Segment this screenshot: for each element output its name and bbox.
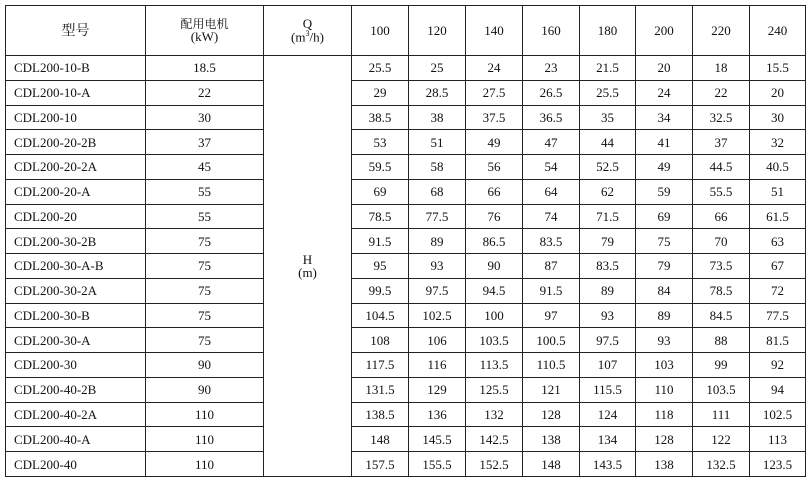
- head-value-cell: 34: [636, 105, 693, 130]
- model-cell: CDL200-40-A: [6, 427, 146, 452]
- head-value-cell: 73.5: [693, 254, 750, 279]
- head-value-cell: 59.5: [352, 155, 409, 180]
- head-value-cell: 29: [352, 80, 409, 105]
- power-cell: 37: [146, 130, 264, 155]
- table-row: [6, 452, 806, 477]
- head-value-cell: 125.5: [466, 377, 523, 402]
- head-value-cell: 24: [636, 80, 693, 105]
- head-value-cell: 20: [750, 80, 806, 105]
- head-value-cell: 66: [466, 179, 523, 204]
- flow-header-unit: [264, 30, 351, 43]
- head-value-cell: 91.5: [523, 278, 580, 303]
- head-value-cell: 157.5: [352, 452, 409, 477]
- model-cell: CDL200-30-2A: [6, 278, 146, 303]
- power-cell: 110: [146, 427, 264, 452]
- model-cell: CDL200-40: [6, 452, 146, 477]
- head-value-cell: 93: [409, 254, 466, 279]
- table-row: [6, 56, 806, 81]
- head-value-cell: 106: [409, 328, 466, 353]
- flow-col-header: 120: [409, 6, 466, 56]
- model-cell: CDL200-10: [6, 105, 146, 130]
- power-cell: 22: [146, 80, 264, 105]
- table-row: [6, 303, 806, 328]
- head-value-cell: 134: [580, 427, 636, 452]
- table-row: [6, 179, 806, 204]
- head-value-cell: 27.5: [466, 80, 523, 105]
- table-row: [6, 377, 806, 402]
- head-value-cell: 71.5: [580, 204, 636, 229]
- power-cell: 75: [146, 328, 264, 353]
- head-value-cell: 68: [409, 179, 466, 204]
- head-value-cell: 83.5: [523, 229, 580, 254]
- head-value-cell: 110.5: [523, 353, 580, 378]
- table-row: [6, 254, 806, 279]
- table-row: [6, 353, 806, 378]
- power-cell: 110: [146, 402, 264, 427]
- head-value-cell: 95: [352, 254, 409, 279]
- head-value-cell: 40.5: [750, 155, 806, 180]
- table-row: [6, 105, 806, 130]
- model-cell: CDL200-20: [6, 204, 146, 229]
- head-value-cell: 128: [523, 402, 580, 427]
- head-value-cell: 41: [636, 130, 693, 155]
- head-value-cell: 77.5: [409, 204, 466, 229]
- head-value-cell: 97.5: [580, 328, 636, 353]
- head-value-cell: 103.5: [693, 377, 750, 402]
- head-value-cell: 86.5: [466, 229, 523, 254]
- head-value-cell: 38.5: [352, 105, 409, 130]
- head-value-cell: 36.5: [523, 105, 580, 130]
- head-value-cell: 24: [466, 56, 523, 81]
- power-cell: 55: [146, 204, 264, 229]
- model-cell: CDL200-20-2A: [6, 155, 146, 180]
- flow-col-header: 220: [693, 6, 750, 56]
- head-value-cell: 26.5: [523, 80, 580, 105]
- head-value-cell: 84: [636, 278, 693, 303]
- head-value-cell: 28.5: [409, 80, 466, 105]
- motor-header-unit: (kW): [190, 29, 219, 44]
- head-value-cell: 97.5: [409, 278, 466, 303]
- head-value-cell: 88: [693, 328, 750, 353]
- head-value-cell: 129: [409, 377, 466, 402]
- model-cell: CDL200-30-B: [6, 303, 146, 328]
- head-value-cell: 118: [636, 402, 693, 427]
- head-value-cell: 15.5: [750, 56, 806, 81]
- head-value-cell: 69: [636, 204, 693, 229]
- head-value-cell: 53: [352, 130, 409, 155]
- model-cell: CDL200-20-A: [6, 179, 146, 204]
- flow-header: [264, 6, 352, 56]
- head-value-cell: 87: [523, 254, 580, 279]
- head-value-cell: 25.5: [580, 80, 636, 105]
- head-value-cell: 44: [580, 130, 636, 155]
- model-cell: CDL200-30: [6, 353, 146, 378]
- head-value-cell: 94.5: [466, 278, 523, 303]
- table-row: [6, 328, 806, 353]
- head-value-cell: 111: [693, 402, 750, 427]
- head-value-cell: 32: [750, 130, 806, 155]
- power-cell: 90: [146, 353, 264, 378]
- table-row: [6, 155, 806, 180]
- head-value-cell: 54: [523, 155, 580, 180]
- head-value-cell: 89: [409, 229, 466, 254]
- head-value-cell: 108: [352, 328, 409, 353]
- head-value-cell: 99: [693, 353, 750, 378]
- model-cell: CDL200-30-2B: [6, 229, 146, 254]
- flow-header-label: Q: [302, 16, 313, 32]
- model-cell: CDL200-30-A-B: [6, 254, 146, 279]
- model-cell: CDL200-40-2A: [6, 402, 146, 427]
- head-value-cell: 58: [409, 155, 466, 180]
- head-value-cell: 81.5: [750, 328, 806, 353]
- head-value-cell: 35: [580, 105, 636, 130]
- head-value-cell: 61.5: [750, 204, 806, 229]
- table-row: [6, 229, 806, 254]
- head-value-cell: 103: [636, 353, 693, 378]
- head-value-cell: 116: [409, 353, 466, 378]
- head-value-cell: 25: [409, 56, 466, 81]
- head-value-cell: 56: [466, 155, 523, 180]
- head-value-cell: 113: [750, 427, 806, 452]
- head-value-cell: 89: [580, 278, 636, 303]
- head-value-cell: 155.5: [409, 452, 466, 477]
- head-value-cell: 103.5: [466, 328, 523, 353]
- pump-performance-table: [5, 5, 806, 477]
- head-unit: (m): [298, 265, 317, 280]
- head-value-cell: 90: [466, 254, 523, 279]
- head-value-cell: 104.5: [352, 303, 409, 328]
- head-value-cell: 22: [693, 80, 750, 105]
- head-value-cell: 102.5: [409, 303, 466, 328]
- power-cell: 75: [146, 303, 264, 328]
- model-cell: CDL200-10-B: [6, 56, 146, 81]
- head-value-cell: 113.5: [466, 353, 523, 378]
- head-value-cell: 49: [466, 130, 523, 155]
- head-value-cell: 66: [693, 204, 750, 229]
- head-value-cell: 89: [636, 303, 693, 328]
- head-value-cell: 107: [580, 353, 636, 378]
- head-value-cell: 152.5: [466, 452, 523, 477]
- head-value-cell: 100.5: [523, 328, 580, 353]
- head-value-cell: 49: [636, 155, 693, 180]
- flow-col-header: 200: [636, 6, 693, 56]
- head-value-cell: 121: [523, 377, 580, 402]
- power-cell: 30: [146, 105, 264, 130]
- head-value-cell: 102.5: [750, 402, 806, 427]
- head-value-cell: 92: [750, 353, 806, 378]
- head-value-cell: 23: [523, 56, 580, 81]
- power-cell: 75: [146, 278, 264, 303]
- head-value-cell: 83.5: [580, 254, 636, 279]
- head-value-cell: 132.5: [693, 452, 750, 477]
- head-value-cell: 79: [636, 254, 693, 279]
- model-cell: CDL200-10-A: [6, 80, 146, 105]
- head-value-cell: 93: [636, 328, 693, 353]
- flow-unit-sup: 3: [305, 29, 310, 39]
- flow-col-header: 140: [466, 6, 523, 56]
- head-value-cell: 44.5: [693, 155, 750, 180]
- head-value-cell: 132: [466, 402, 523, 427]
- head-value-cell: 142.5: [466, 427, 523, 452]
- head-value-cell: 67: [750, 254, 806, 279]
- head-value-cell: 62: [580, 179, 636, 204]
- head-value-cell: 51: [750, 179, 806, 204]
- head-value-cell: 97: [523, 303, 580, 328]
- head-value-cell: 138.5: [352, 402, 409, 427]
- head-value-cell: 77.5: [750, 303, 806, 328]
- flow-col-header: 160: [523, 6, 580, 56]
- head-value-cell: 91.5: [352, 229, 409, 254]
- head-value-cell: 38: [409, 105, 466, 130]
- head-value-cell: 59: [636, 179, 693, 204]
- head-label: H: [302, 252, 313, 267]
- head-value-cell: 79: [580, 229, 636, 254]
- table-row: [6, 204, 806, 229]
- head-value-cell: 76: [466, 204, 523, 229]
- head-value-cell: 72: [750, 278, 806, 303]
- table-row: [6, 402, 806, 427]
- head-value-cell: 69: [352, 179, 409, 204]
- head-value-cell: 18: [693, 56, 750, 81]
- head-value-cell: 30: [750, 105, 806, 130]
- head-value-cell: 115.5: [580, 377, 636, 402]
- table-body: [6, 56, 806, 477]
- model-cell: CDL200-30-A: [6, 328, 146, 353]
- flow-col-header: 180: [580, 6, 636, 56]
- table-row: [6, 427, 806, 452]
- power-cell: 90: [146, 377, 264, 402]
- head-value-cell: 47: [523, 130, 580, 155]
- head-value-cell: 51: [409, 130, 466, 155]
- head-value-cell: 78.5: [693, 278, 750, 303]
- head-value-cell: 20: [636, 56, 693, 81]
- head-value-cell: 84.5: [693, 303, 750, 328]
- head-value-cell: 145.5: [409, 427, 466, 452]
- motor-header-label: 配用电机: [180, 17, 229, 31]
- head-value-cell: 131.5: [352, 377, 409, 402]
- header-row: [6, 6, 806, 56]
- model-cell: CDL200-40-2B: [6, 377, 146, 402]
- power-cell: 45: [146, 155, 264, 180]
- head-value-cell: 99.5: [352, 278, 409, 303]
- head-value-cell: 122: [693, 427, 750, 452]
- power-cell: 55: [146, 179, 264, 204]
- head-value-cell: 148: [352, 427, 409, 452]
- head-value-cell: 25.5: [352, 56, 409, 81]
- head-value-cell: 32.5: [693, 105, 750, 130]
- power-cell: 110: [146, 452, 264, 477]
- power-cell: 18.5: [146, 56, 264, 81]
- head-value-cell: 37: [693, 130, 750, 155]
- head-value-cell: 123.5: [750, 452, 806, 477]
- head-value-cell: 148: [523, 452, 580, 477]
- head-value-cell: 94: [750, 377, 806, 402]
- head-value-cell: 117.5: [352, 353, 409, 378]
- head-value-cell: 52.5: [580, 155, 636, 180]
- model-header: 型号: [6, 6, 146, 56]
- head-value-cell: 128: [636, 427, 693, 452]
- model-cell: CDL200-20-2B: [6, 130, 146, 155]
- head-value-cell: 78.5: [352, 204, 409, 229]
- head-value-cell: 55.5: [693, 179, 750, 204]
- head-value-cell: 93: [580, 303, 636, 328]
- head-value-cell: 143.5: [580, 452, 636, 477]
- head-value-cell: 100: [466, 303, 523, 328]
- head-value-cell: 70: [693, 229, 750, 254]
- power-cell: 75: [146, 254, 264, 279]
- flow-col-header: 100: [352, 6, 409, 56]
- head-value-cell: 74: [523, 204, 580, 229]
- table-row: [6, 278, 806, 303]
- table-row: [6, 80, 806, 105]
- table-row: [6, 130, 806, 155]
- head-value-cell: 138: [636, 452, 693, 477]
- head-value-cell: 110: [636, 377, 693, 402]
- head-value-cell: 138: [523, 427, 580, 452]
- head-label-cell: [264, 56, 352, 477]
- flow-unit-post: /h): [309, 29, 324, 45]
- head-value-cell: 21.5: [580, 56, 636, 81]
- head-value-cell: 124: [580, 402, 636, 427]
- head-value-cell: 63: [750, 229, 806, 254]
- flow-unit-pre: (m: [291, 29, 306, 45]
- head-value-cell: 75: [636, 229, 693, 254]
- head-value-cell: 37.5: [466, 105, 523, 130]
- flow-col-header: 240: [750, 6, 806, 56]
- power-cell: 75: [146, 229, 264, 254]
- head-value-cell: 136: [409, 402, 466, 427]
- head-value-cell: 64: [523, 179, 580, 204]
- motor-header: [146, 6, 264, 56]
